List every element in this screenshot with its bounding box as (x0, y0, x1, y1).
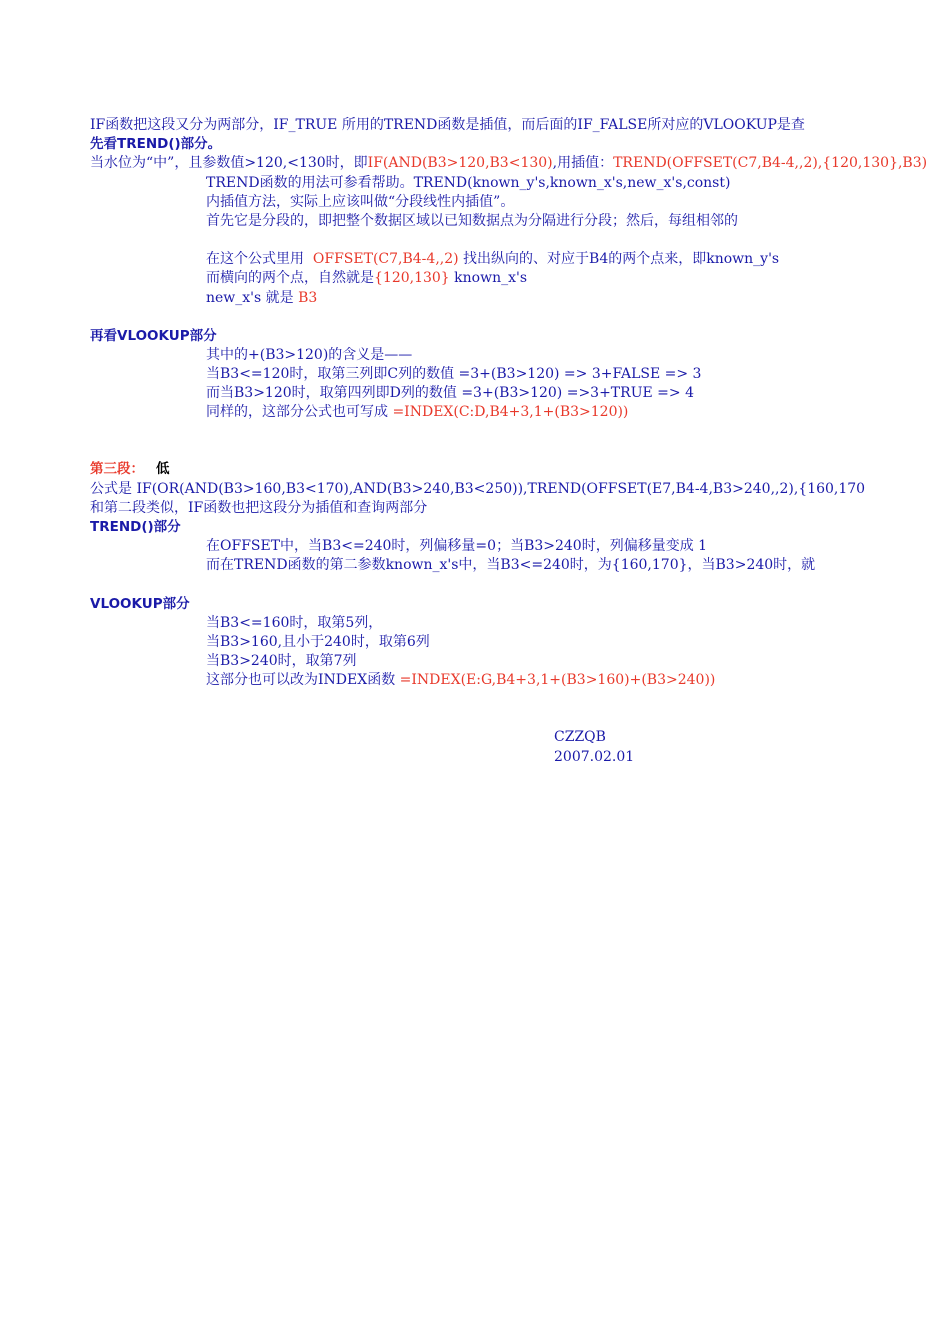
piecewise-desc: 首先它是分段的，即把整个数据区域以已知数据点为分隔进行分段；然后，每组相邻的 (206, 213, 738, 229)
section3-offset: 在OFFSET中，当B3<=240时，列偏移量=0；当B3>240时，列偏移量变成 1 (206, 538, 708, 554)
gt160-line: 当B3>160,且小于240时，取第6列 (206, 634, 430, 650)
trend-usage: TREND函数的用法可参看帮助。TREND(known_y's,known_x's,new_x's,const) (206, 175, 731, 191)
date: 2007.02.01 (554, 749, 635, 765)
le160-line: 当B3<=160时，取第5列， (206, 615, 383, 631)
section3-index-line: 这部分也可以改为INDEX函数 =INDEX(E:G,B4+3,1+(B3>160)+(B3>240)) (206, 672, 716, 688)
section3-similar: 和第二段类似，IF函数也把这段分为插值和查询两部分 (90, 500, 428, 516)
meaning-line: 其中的+(B3>120)的含义是—— (206, 347, 413, 363)
offset-desc: 在这个公式里用 OFFSET(C7,B4-4,,2) 找出纵向的、对应于B4的两个点来，即known_y's (206, 251, 780, 267)
horizontal-points: 而横向的两个点，自然就是{120,130} known_x's (206, 270, 528, 286)
gt240-line: 当B3>240时，取第7列 (206, 653, 357, 669)
interp-method: 内插值方法，实际上应该叫做“分段线性内插值”。 (206, 194, 515, 210)
section3-trend-heading: TREND()部分 (90, 519, 181, 535)
section3-formula: 公式是 IF(OR(AND(B3>160,B3<170),AND(B3>240,B3<250)),TREND(OFFSET(E7,B4-4,B3>240,,2),{160,170 (90, 481, 866, 497)
new-x-line: new_x's 就是 B3 (206, 290, 318, 306)
vlookup-heading: 再看VLOOKUP部分 (90, 328, 217, 344)
author: CZZQB (554, 729, 606, 745)
section3-vlookup-heading: VLOOKUP部分 (90, 596, 190, 612)
section3-trend-desc: 而在TREND函数的第二参数known_x's中，当B3<=240时，为{160,170}，当B3>240时，就 (206, 557, 816, 573)
section2-intro: IF函数把这段又分为两部分，IF_TRUE 所用的TREND函数是插值，而后面的IF_FALSE所对应的VLOOKUP是查 (90, 117, 805, 133)
le120-line: 当B3<=120时，取第三列即C列的数值 =3+(B3>120) => 3+FALSE => 3 (206, 366, 702, 382)
condition-line: 当水位为“中”，且参数值>120,<130时，即IF(AND(B3>120,B3<130),用插值：TREND(OFFSET(C7,B4-4,,2),{120,130},B3) (90, 155, 928, 171)
gt120-line: 而当B3>120时，取第四列即D列的数值 =3+(B3>120) =>3+TRUE => 4 (206, 385, 694, 401)
index-line: 同样的，这部分公式也可写成 =INDEX(C:D,B4+3,1+(B3>120)) (206, 404, 629, 420)
section3-label: 第三段： 低 (90, 461, 170, 477)
trend-heading: 先看TREND()部分。 (90, 136, 222, 152)
